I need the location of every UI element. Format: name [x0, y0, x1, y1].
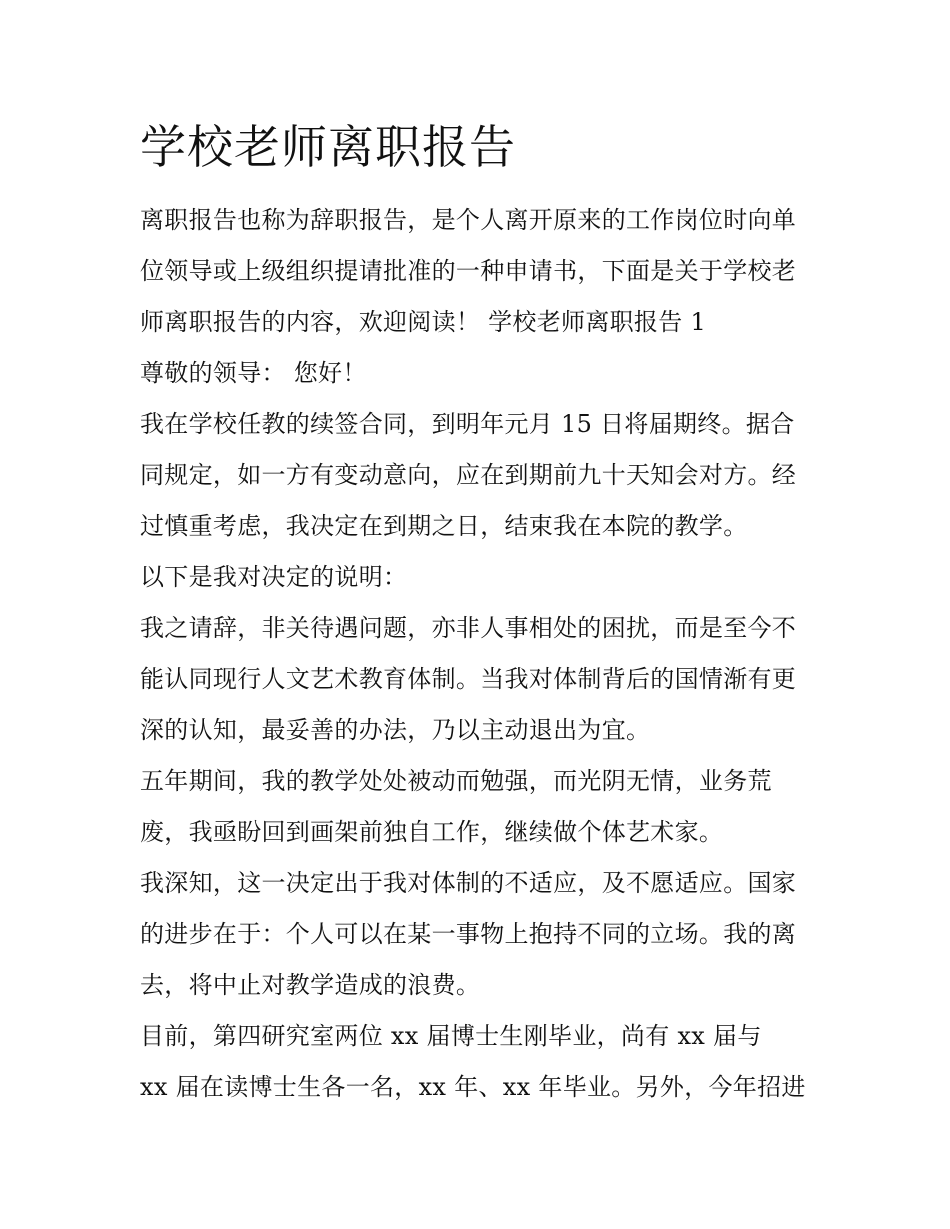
body-line: 同规定，如一方有变动意向，应在到期前九十天知会对方。经	[140, 461, 797, 489]
body-line: 废，我亟盼回到画架前独自工作，继续做个体艺术家。	[140, 818, 724, 846]
body-line: 深的认知，最妥善的办法，乃以主动退出为宜。	[140, 716, 651, 744]
body-line: 我深知，这一决定出于我对体制的不适应，及不愿适应。国家	[140, 869, 797, 897]
body-line: 我之请辞，非关待遇问题，亦非人事相处的困扰，而是至今不	[140, 614, 797, 642]
body-line: 尊敬的领导： 您好！	[140, 359, 367, 387]
body-line: 去，将中止对教学造成的浪费。	[140, 971, 481, 999]
body-line: 五年期间，我的教学处处被动而勉强，而光阴无情，业务荒	[140, 767, 772, 795]
body-line: 过慎重考虑，我决定在到期之日，结束我在本院的教学。	[140, 512, 748, 540]
body-line: 以下是我对决定的说明：	[140, 563, 408, 591]
document-title: 学校老师离职报告	[140, 120, 516, 174]
body-line: xx 届在读博士生各一名，xx 年、xx 年毕业。另外，今年招进	[140, 1073, 806, 1101]
body-line: 能认同现行人文艺术教育体制。当我对体制背后的国情渐有更	[140, 665, 797, 693]
body-line: 目前，第四研究室两位 xx 届博士生刚毕业，尚有 xx 届与	[140, 1022, 762, 1050]
body-line: 我在学校任教的续签合同，到明年元月 15 日将届期终。据合	[140, 410, 795, 438]
body-line: 位领导或上级组织提请批准的一种申请书，下面是关于学校老	[140, 257, 797, 285]
body-line: 离职报告也称为辞职报告，是个人离开原来的工作岗位时向单	[140, 206, 797, 234]
body-line: 的进步在于：个人可以在某一事物上抱持不同的立场。我的离	[140, 920, 797, 948]
body-line: 师离职报告的内容，欢迎阅读！ 学校老师离职报告 1	[140, 308, 707, 336]
